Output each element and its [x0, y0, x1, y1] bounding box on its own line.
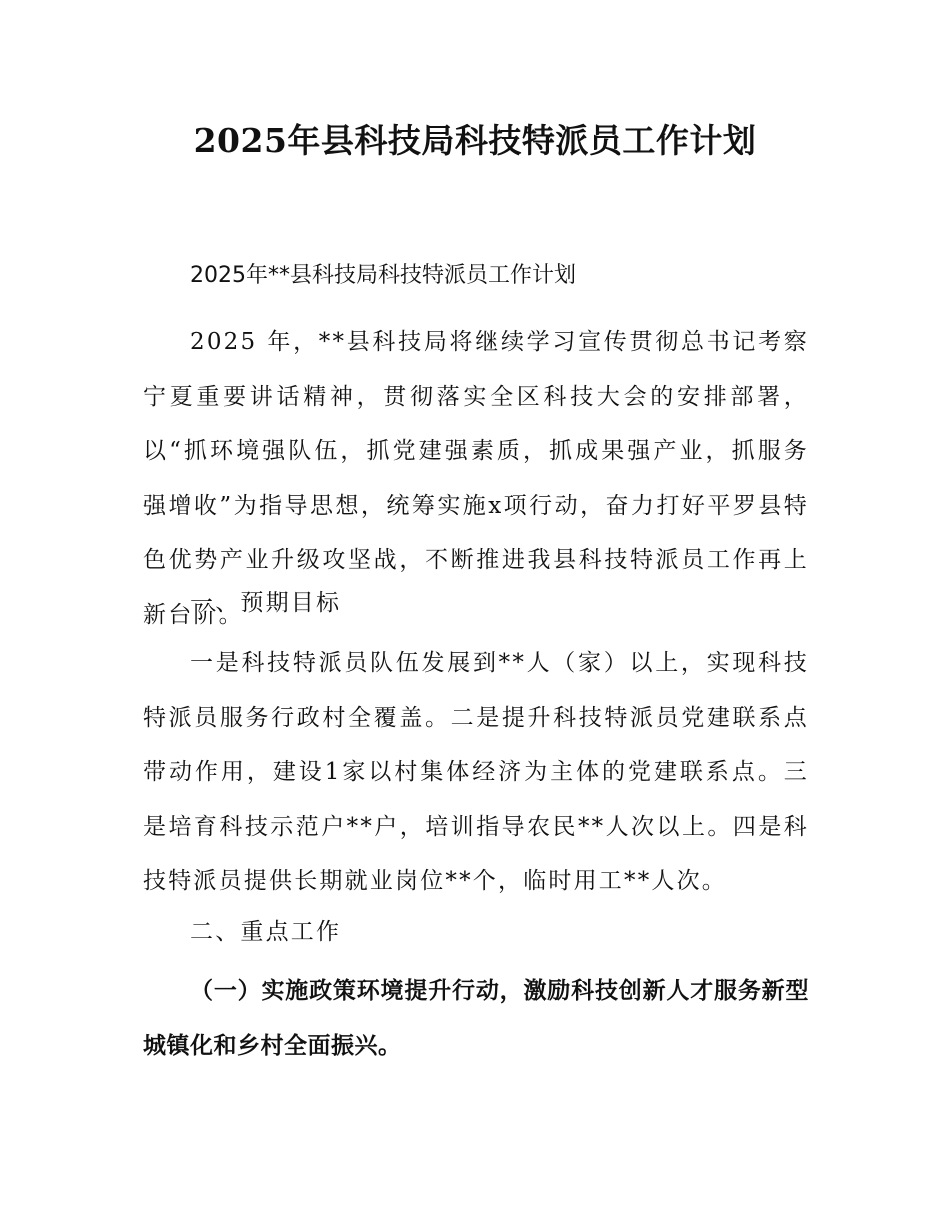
section-heading-key-work: 二、重点工作	[190, 919, 342, 945]
section-heading-expected-goals: 一、预期目标	[190, 590, 342, 616]
goals-paragraph: 一是科技特派员队伍发展到**人（家）以上，实现科技特派员服务行政村全覆盖。二是提升科技特派员党建联系点带动作用，建设1家以村集体经济为主体的党建联系点。三是培育科技示范户**户，培训指导农民**人次以上。四是科技特派员提供长期就业岗位**个，临时用工**人次。	[143, 650, 809, 894]
subsection-heading-policy-environment: （一）实施政策环境提升行动，激励科技创新人才服务新型城镇化和乡村全面振兴。	[143, 978, 809, 1059]
intro-paragraph: 2025 年，**县科技局将继续学习宣传贯彻总书记考察宁夏重要讲话精神，贯彻落实全区科技大会的安排部署，以“抓环境强队伍，抓党建强素质，抓成果强产业，抓服务强增收”为指导思想，统筹实施x项行动，奋力打好平罗县特色优势产业升级攻坚战，不断推进我县科技特派员工作再上新台阶。	[143, 329, 809, 628]
document-title: 2025年县科技局科技特派员工作计划	[193, 121, 757, 160]
document-subtitle: 2025年**县科技局科技特派员工作计划	[190, 263, 576, 288]
